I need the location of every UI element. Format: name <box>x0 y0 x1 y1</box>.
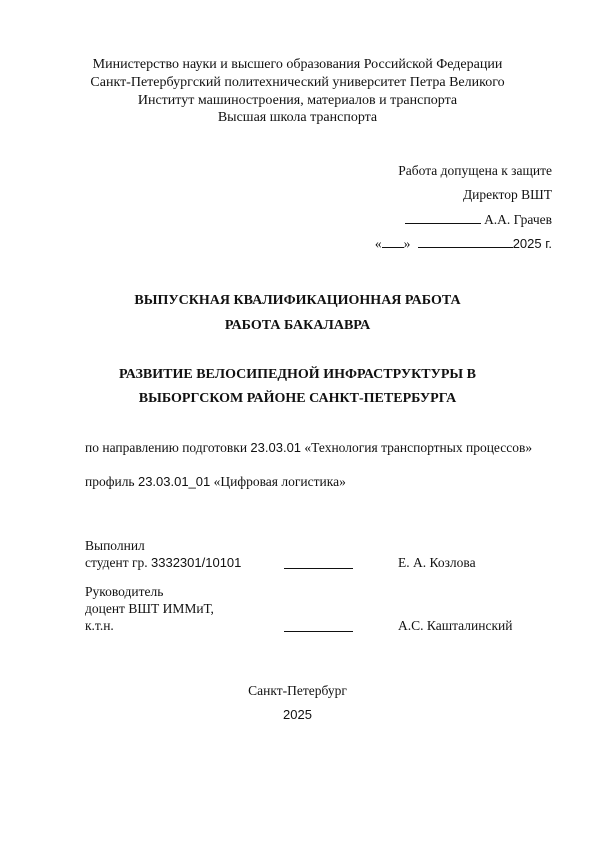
direction-line <box>85 441 532 455</box>
school-line: Высшая школа транспорта <box>217 110 378 125</box>
signer-name: А.А. Грачев <box>484 212 552 227</box>
performer-prefix: студент гр. <box>85 555 152 570</box>
supervisor-name: А.С. Кашталинский <box>398 618 513 633</box>
topic-title-line2: ВЫБОРГСКОМ РАЙОНЕ САНКТ-ПЕТЕРБУРГА <box>138 391 457 406</box>
approval-date-line <box>375 235 552 251</box>
university-line: Санкт-Петербургский политехнический университет Петра Великого <box>90 75 505 90</box>
month-blank <box>418 235 513 248</box>
approval-year: 2025 г. <box>512 236 552 251</box>
performer-group-line <box>85 556 241 570</box>
work-subtype-title: РАБОТА БАКАЛАВРА <box>224 318 371 333</box>
supervisor-signature-line <box>284 631 353 632</box>
supervisor-role: Руководитель <box>85 584 164 599</box>
day-blank <box>382 235 404 248</box>
profile-name: «Цифровая логистика» <box>210 474 346 489</box>
signature-blank <box>405 211 481 224</box>
profile-code: 23.03.01_01 <box>137 474 211 489</box>
director-line: Директор ВШТ <box>462 187 552 202</box>
supervisor-degree: к.т.н. <box>85 618 114 633</box>
date-quote-close: » <box>403 236 411 251</box>
approval-line: Работа допущена к защите <box>398 163 552 178</box>
work-type-title: ВЫПУСКНАЯ КВАЛИФИКАЦИОННАЯ РАБОТА <box>134 293 461 308</box>
profile-line <box>85 475 346 489</box>
footer-year: 2025 <box>283 707 312 722</box>
performer-role: Выполнил <box>85 538 145 553</box>
topic-title-line1: РАЗВИТИЕ ВЕЛОСИПЕДНОЙ ИНФРАСТРУКТУРЫ В <box>118 367 477 382</box>
performer-group: 3332301/10101 <box>151 555 242 570</box>
direction-code: 23.03.01 <box>250 440 302 455</box>
profile-prefix: профиль <box>85 474 138 489</box>
supervisor-position: доцент ВШТ ИММиТ, <box>85 601 214 616</box>
institute-line: Институт машиностроения, материалов и транспорта <box>137 93 458 108</box>
performer-name: Е. А. Козлова <box>398 555 476 570</box>
signer-line <box>405 211 552 227</box>
date-quote-open: « <box>374 236 382 251</box>
footer-city: Санкт-Петербург <box>248 683 347 698</box>
direction-prefix: по направлению подготовки <box>85 440 251 455</box>
performer-signature-line <box>284 568 353 569</box>
ministry-line: Министерство науки и высшего образования Российской Федерации <box>92 57 503 72</box>
direction-name: «Технология транспортных процессов» <box>301 440 533 455</box>
